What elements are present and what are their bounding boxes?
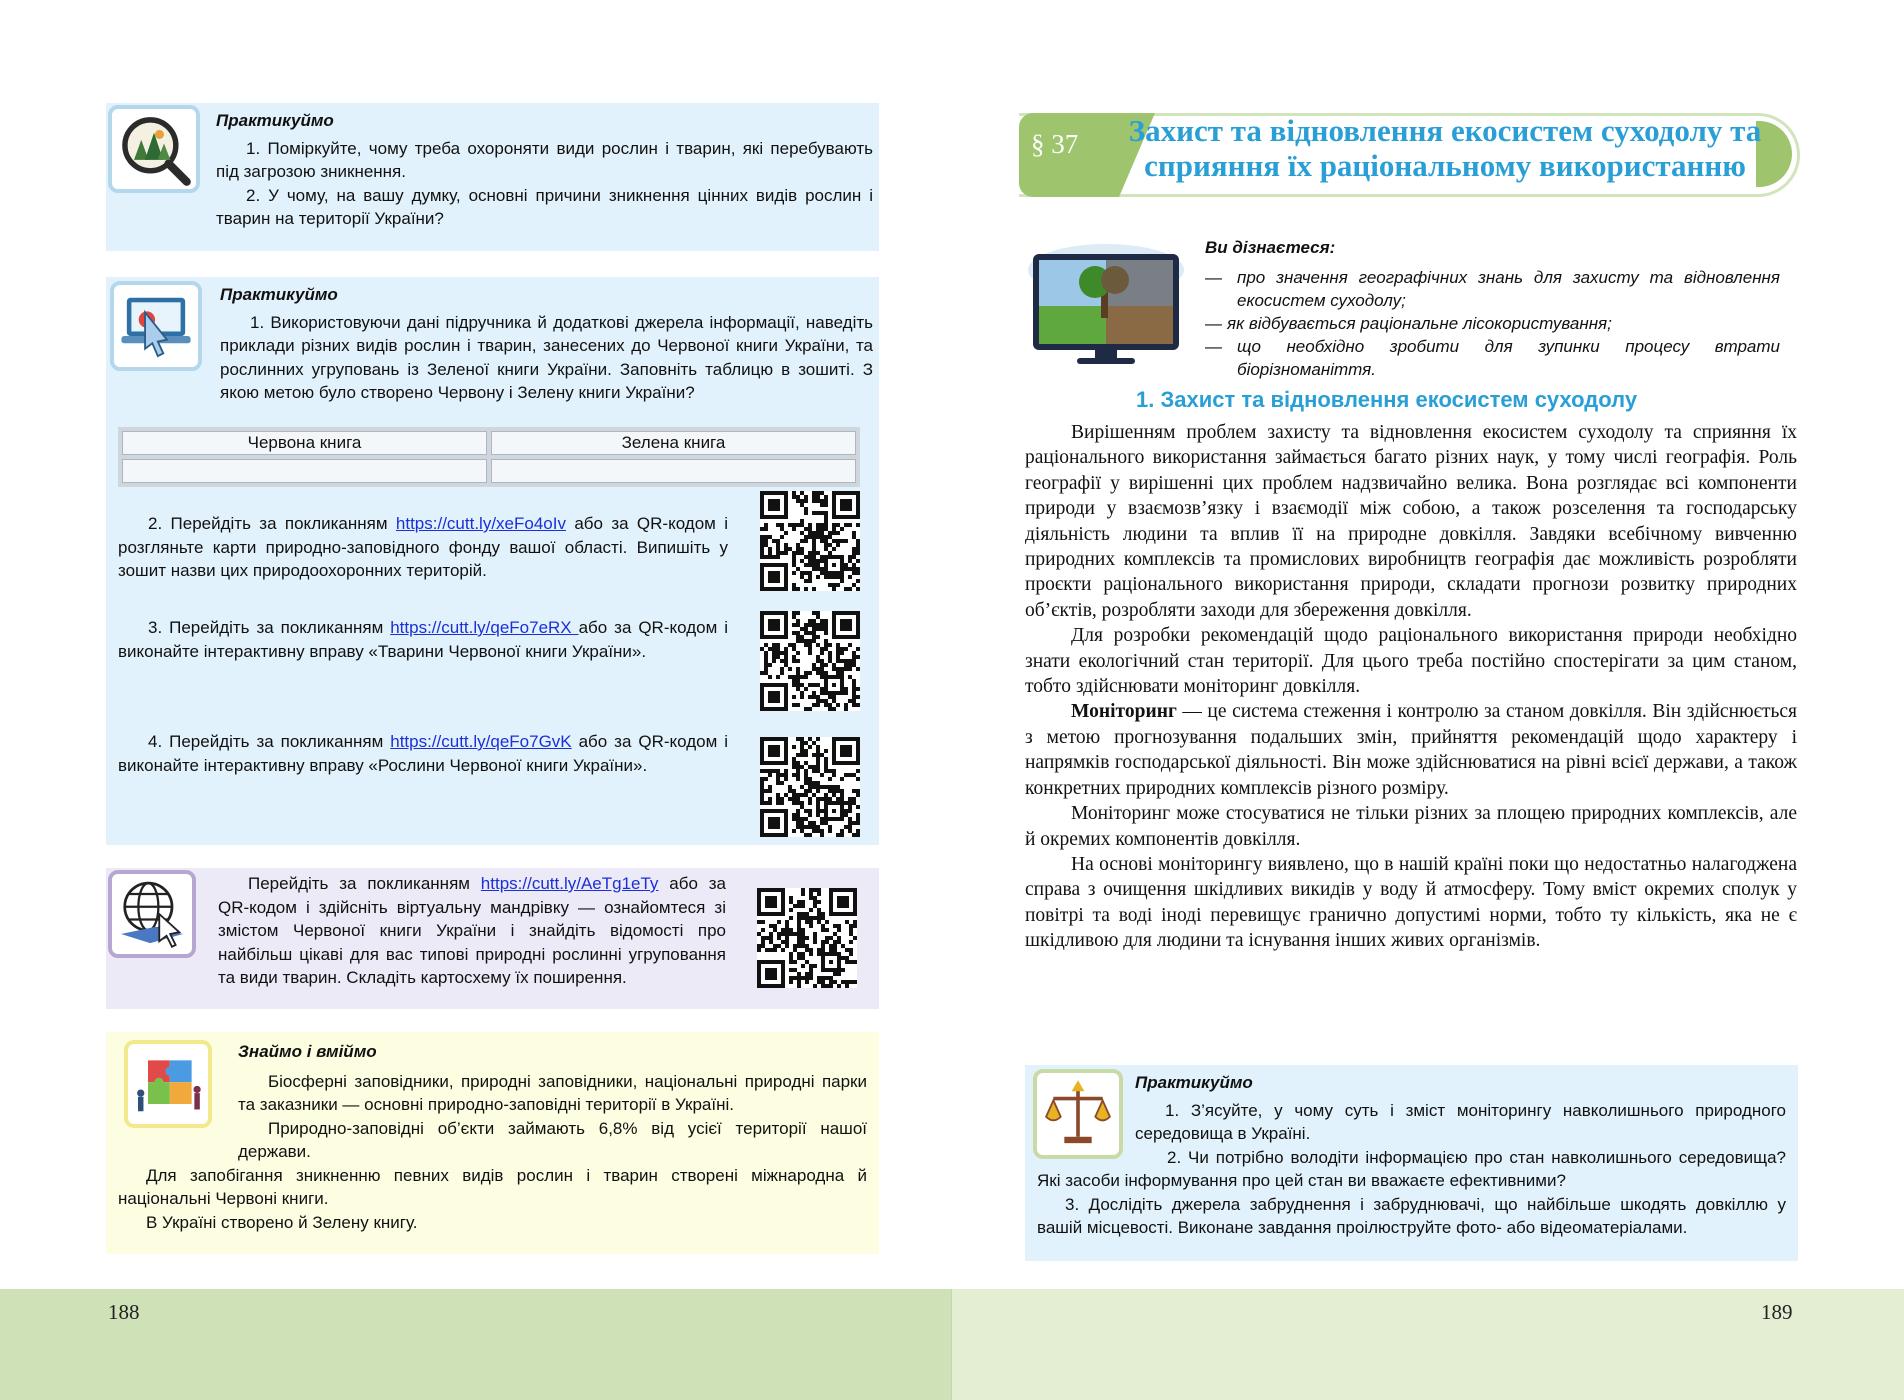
section-title: 1. Захист та відновлення екосистем суходолу (1136, 387, 1638, 412)
paragraph-1: Вирішенням проблем захисту та відновлення екосистем суходолу та сприяння їх раціонального використання займається багато різних наук, у тому числі географія. Роль географії у вирішенні цих проблем надзвичайно велика. Вона розглядає всі компоненти природи у взаємозв’язку і взаємодії між собою, а також розселення та господарську діяльність людини та вплив її на природне довкілля. Завдяки всебічному вивченню природних комплексів та промислових виробництв географія дає можливість розробляти проєкти раціонального використання природи, складати прогнози розвитку природних об’єктів, розробляти заходи для збереження довкілля. (1025, 422, 1797, 621)
qr-code-2[interactable] (760, 611, 860, 711)
right-practice-q1: 1. З’ясуйте, у чому суть і зміст моніторингу навколишнього природного середовища в Україні. (1135, 1100, 1786, 1143)
box4-p4: В Україні створено й Зелену книгу. (146, 1212, 418, 1232)
link-AeTg1eTy[interactable]: https://cutt.ly/AeTg1eTy (480, 874, 659, 893)
paragraph-label: § 37 (1019, 113, 1119, 197)
learn-item-3: — що необхідно зробити для зупинки процесу втрати біорізноманіття. (1205, 337, 1780, 379)
page-number-right: 189 (1761, 1300, 1793, 1324)
box1-question-2: 2. У чому, на вашу думку, основні причини зникнення цінних видів рослин і тварин на території України? (216, 185, 873, 228)
scales-icon (1033, 1069, 1123, 1159)
right-practice-q3: 3. Дослідіть джерела забруднення і забруднювачі, що найбільше шкодять довкіллю у вашій місцевості. Виконане завдання проілюструйте фото- або відеоматеріалами. (1037, 1194, 1786, 1237)
table-cell-empty (122, 459, 487, 483)
paragraph-4: Моніторинг може стосуватися не тільки різних за площею природних комплексів, але й окремих компонентів довкілля. (1025, 803, 1797, 850)
paragraph-2: Для розробки рекомендацій щодо раціонального використання природи необхідно знати екологічний стан території. Для цього треба постійно спостерігати за цим станом, тобто здійснювати моніторинг довкілля. (1025, 625, 1797, 698)
magnifier-forest-icon (108, 105, 200, 193)
practice-box-right (1025, 1065, 1798, 1261)
you-will-learn (1205, 236, 1780, 381)
page-title: Захист та відновлення екосистем суходолу та сприяння їх раціональному використанню (1128, 113, 1762, 183)
link-xeFo4oIv[interactable]: https://cutt.ly/xeFo4oIv (395, 514, 566, 533)
learn-item-2: — як відбувається раціональне лісокористування; (1205, 314, 1612, 333)
link-qeFo7eRX[interactable]: https://cutt.ly/qeFo7eRX (390, 618, 579, 637)
know-and-can-box (106, 1032, 879, 1254)
paragraph-5: На основі моніторингу виявлено, що в нашій країні поки що недостатньо налагоджена справа з очищення шкідливих викидів у воду й атмосферу. Тому вміст окремих сполук у повітрі та воді іноді перевищує гранично допустимі норми, тобто ту кількість, яка не є шкідливою для людини та існування інших живих організмів. (1025, 853, 1797, 952)
term-monitoring: Моніторинг (1071, 701, 1177, 723)
box4-p1: Біосферні заповідники, природні заповідники, національні природні парки та заказники — основні природно-заповідні території в Україні. (238, 1071, 867, 1114)
globe-book-icon (108, 870, 196, 958)
monitor-nature-icon (1025, 240, 1187, 370)
puzzle-people-icon (124, 1040, 212, 1128)
books-table (118, 427, 860, 487)
box1-question-1: 1. Поміркуйте, чому треба охороняти види рослин і тварин, які перебувають під загрозою зникнення. (216, 138, 873, 181)
box1-heading: Практикуймо (216, 111, 334, 130)
right-practice-heading: Практикуймо (1135, 1073, 1253, 1092)
virtual-trip-box: Перейдіть за покликанням https://cutt.ly/AeTg1eTy або за QR-кодом і здійсніть віртуальну мандрівку — ознайомтеся зі змістом Червоної книги України і знайдіть відомості про найбільш цікаві для вас типові природні рослинні угруповання та види тварин. Складіть картосхему їх поширення. (106, 868, 879, 1009)
box4-p3: Для запобігання зникненню певних видів рослин і тварин створені міжнародна й національні Червоні книги. (118, 1165, 867, 1208)
qr-code-3[interactable] (760, 737, 860, 837)
laptop-click-icon (110, 281, 202, 371)
right-practice-q2: 2. Чи потрібно володіти інформацією про стан навколишнього середовища? Які засоби інформування про цей стан ви вважаєте ефективними? (1037, 1147, 1786, 1190)
table-header-red-book: Червона книга (122, 431, 487, 455)
link-qeFo7GvK[interactable]: https://cutt.ly/qeFo7GvK (390, 732, 572, 751)
box4-p2: Природно-заповідні об’єкти займають 6,8% від усієї території нашої держави. (238, 1118, 867, 1161)
qr-code-4[interactable] (757, 888, 857, 988)
table-header-green-book: Зелена книга (491, 431, 856, 455)
learn-heading: Ви дізнаєтеся: (1205, 238, 1336, 257)
box2-question-1: 1. Використовуючи дані підручника й додаткові джерела інформації, наведіть приклади різних видів рослин і тварин, занесених до Червоної книги України, та рослинних угруповань із Зеленої книги України. Заповніть таблицю в зошиті. З якою метою було створено Червону і Зелену книги України? (220, 312, 873, 402)
main-text (1025, 420, 1797, 954)
footer-left (0, 1289, 951, 1400)
learn-item-1: — про значення географічних знань для захисту та відновлення екосистем суходолу; (1205, 268, 1780, 310)
box2-question-2: 2. Перейдіть за покликанням https://cutt.ly/xeFo4oIv або за QR-кодом і розгляньте карти природно-заповідного фонду вашої області. Випишіть у зошит назви цих природоохоронних територій. (118, 514, 728, 580)
box2-question-3: 3. Перейдіть за покликанням https://cutt.ly/qeFo7eRX або за QR-кодом і виконайте інтерактивну вправу «Тварини Червоної книги України». (118, 618, 728, 661)
box4-heading: Знаймо і вміймо (238, 1042, 377, 1061)
table-cell-empty (491, 459, 856, 483)
page-number-left: 188 (108, 1300, 140, 1324)
box2-heading: Практикуймо (220, 285, 338, 304)
box2-question-4: 4. Перейдіть за покликанням https://cutt.ly/qeFo7GvK або за QR-кодом і виконайте інтерактивну вправу «Рослини Червоної книги України». (118, 732, 728, 775)
paragraph-3: Моніторинг — це система стеження і контролю за станом довкілля. Він здійснюється з метою прогнозування подальших змін, прийняття рекомендацій щодо характеру і напрямків господарської діяльності. Він може здійснюватися на рівні всієї держави, а також конкретних природних комплексів різного розміру. (1025, 701, 1797, 799)
qr-code-1[interactable] (760, 491, 860, 591)
practice-box-1 (106, 103, 879, 251)
